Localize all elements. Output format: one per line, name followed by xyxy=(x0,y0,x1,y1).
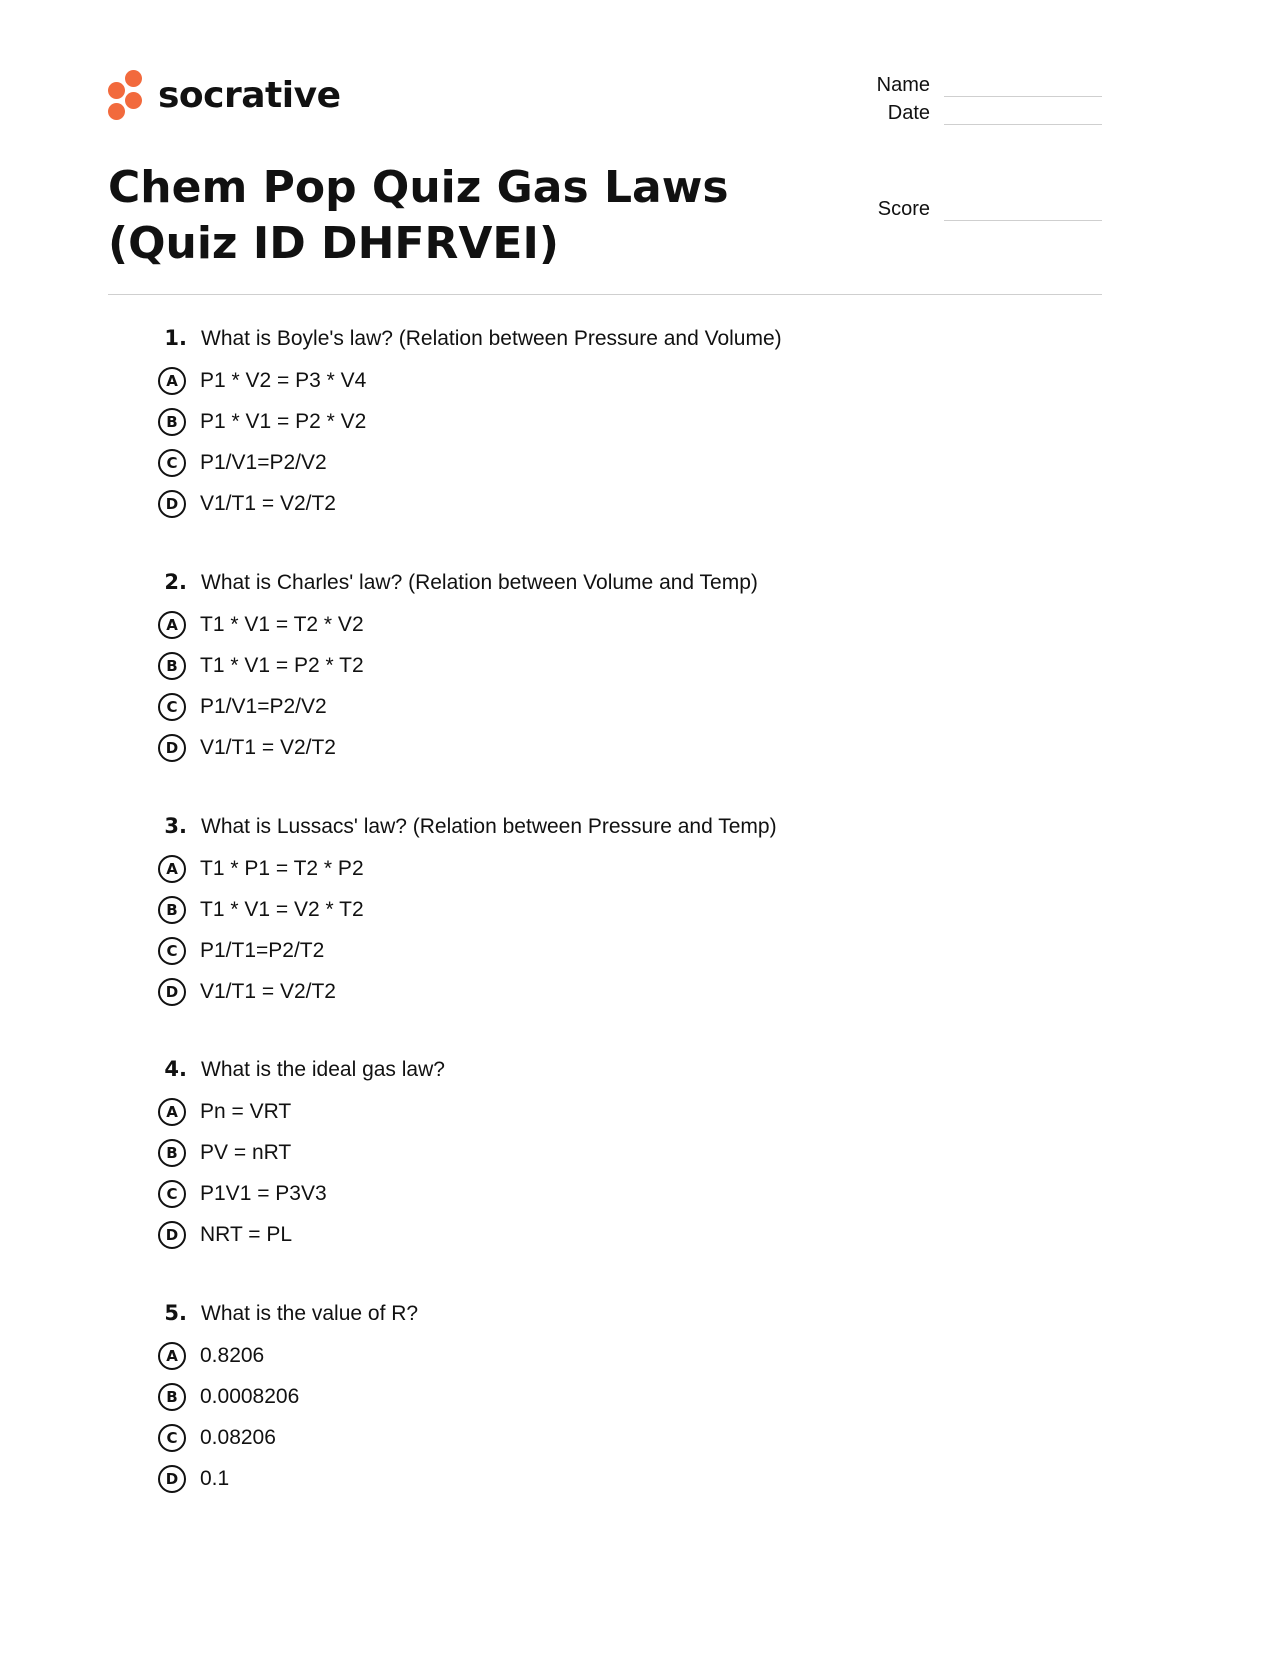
option-d[interactable] xyxy=(158,483,782,524)
option-text: V1/T1 = V2/T2 xyxy=(200,979,336,1003)
option-c[interactable] xyxy=(158,930,777,971)
option-b[interactable] xyxy=(158,645,758,686)
option-circle-icon[interactable]: B xyxy=(158,652,186,680)
option-text: 0.0008206 xyxy=(200,1384,300,1408)
date-input-line[interactable] xyxy=(944,104,1102,125)
option-b[interactable] xyxy=(158,1132,445,1173)
option-d[interactable] xyxy=(158,727,758,768)
option-circle-icon[interactable]: D xyxy=(158,734,186,762)
option-a[interactable] xyxy=(158,360,782,401)
name-label: Name xyxy=(876,74,930,96)
hexagon-logo-icon xyxy=(108,70,148,120)
question-number: 4. xyxy=(164,1057,187,1081)
option-circle-icon[interactable]: B xyxy=(158,1383,186,1411)
option-d[interactable] xyxy=(158,971,777,1012)
option-circle-icon[interactable]: C xyxy=(158,449,186,477)
date-field[interactable] xyxy=(840,102,1102,125)
option-text: P1/V1=P2/V2 xyxy=(200,694,327,718)
option-text: 0.08206 xyxy=(200,1425,276,1449)
question-5 xyxy=(158,1301,418,1499)
option-circle-icon[interactable]: A xyxy=(158,611,186,639)
option-a[interactable] xyxy=(158,848,777,889)
question-number: 3. xyxy=(164,814,187,838)
option-circle-icon[interactable]: C xyxy=(158,1424,186,1452)
option-text: NRT = PL xyxy=(200,1222,293,1246)
question-1 xyxy=(158,326,782,524)
option-d[interactable] xyxy=(158,1214,445,1255)
option-circle-icon[interactable]: C xyxy=(158,693,186,721)
option-circle-icon[interactable]: A xyxy=(158,367,186,395)
question-text: What is Lussacs' law? (Relation between Pressure and Temp) xyxy=(201,815,777,838)
option-circle-icon[interactable]: A xyxy=(158,855,186,883)
option-text: T1 * P1 = T2 * P2 xyxy=(200,856,364,880)
date-label: Date xyxy=(887,102,930,124)
option-text: P1/T1=P2/T2 xyxy=(200,938,325,962)
option-circle-icon[interactable]: D xyxy=(158,490,186,518)
brand-name: socrative xyxy=(158,74,341,116)
question-3 xyxy=(158,814,777,1012)
question-4 xyxy=(158,1057,445,1255)
option-circle-icon[interactable]: B xyxy=(158,1139,186,1167)
option-b[interactable] xyxy=(158,401,782,442)
option-circle-icon[interactable]: D xyxy=(158,1221,186,1249)
option-a[interactable] xyxy=(158,1091,445,1132)
option-circle-icon[interactable]: C xyxy=(158,1180,186,1208)
option-text: P1/V1=P2/V2 xyxy=(200,450,327,474)
option-text: T1 * V1 = V2 * T2 xyxy=(200,897,364,921)
option-c[interactable] xyxy=(158,1417,418,1458)
option-b[interactable] xyxy=(158,889,777,930)
option-b[interactable] xyxy=(158,1376,418,1417)
score-field[interactable] xyxy=(840,198,1102,221)
option-c[interactable] xyxy=(158,686,758,727)
question-text: What is Charles' law? (Relation between Volume and Temp) xyxy=(201,571,758,594)
option-text: 0.8206 xyxy=(200,1343,265,1367)
name-field[interactable] xyxy=(840,74,1102,97)
option-text: T1 * V1 = P2 * T2 xyxy=(200,653,364,677)
option-text: Pn = VRT xyxy=(200,1099,292,1123)
option-a[interactable] xyxy=(158,604,758,645)
question-text: What is Boyle's law? (Relation between Pressure and Volume) xyxy=(201,327,782,350)
option-text: P1 * V1 = P2 * V2 xyxy=(200,409,367,433)
option-a[interactable] xyxy=(158,1335,418,1376)
option-text: V1/T1 = V2/T2 xyxy=(200,491,336,515)
question-text: What is the ideal gas law? xyxy=(201,1058,445,1081)
option-circle-icon[interactable]: B xyxy=(158,408,186,436)
option-text: V1/T1 = V2/T2 xyxy=(200,735,336,759)
socrative-logo xyxy=(108,70,340,120)
option-circle-icon[interactable]: A xyxy=(158,1098,186,1126)
option-text: P1V1 = P3V3 xyxy=(200,1181,327,1205)
question-2 xyxy=(158,570,758,768)
option-d[interactable] xyxy=(158,1458,418,1499)
option-circle-icon[interactable]: A xyxy=(158,1342,186,1370)
option-circle-icon[interactable]: D xyxy=(158,1465,186,1493)
score-label: Score xyxy=(877,198,930,220)
option-c[interactable] xyxy=(158,442,782,483)
option-text: PV = nRT xyxy=(200,1140,292,1164)
question-number: 2. xyxy=(164,570,187,594)
option-circle-icon[interactable]: D xyxy=(158,978,186,1006)
header-divider xyxy=(108,294,1102,295)
page-title: Chem Pop Quiz Gas Laws (Quiz ID DHFRVEI) xyxy=(108,162,729,269)
option-c[interactable] xyxy=(158,1173,445,1214)
question-number: 5. xyxy=(164,1301,187,1325)
question-number: 1. xyxy=(164,326,187,350)
question-text: What is the value of R? xyxy=(201,1302,419,1325)
score-input-line[interactable] xyxy=(944,200,1102,221)
name-input-line[interactable] xyxy=(944,76,1102,97)
option-text: T1 * V1 = T2 * V2 xyxy=(200,612,364,636)
option-circle-icon[interactable]: B xyxy=(158,896,186,924)
option-circle-icon[interactable]: C xyxy=(158,937,186,965)
option-text: P1 * V2 = P3 * V4 xyxy=(200,368,367,392)
option-text: 0.1 xyxy=(200,1466,230,1490)
